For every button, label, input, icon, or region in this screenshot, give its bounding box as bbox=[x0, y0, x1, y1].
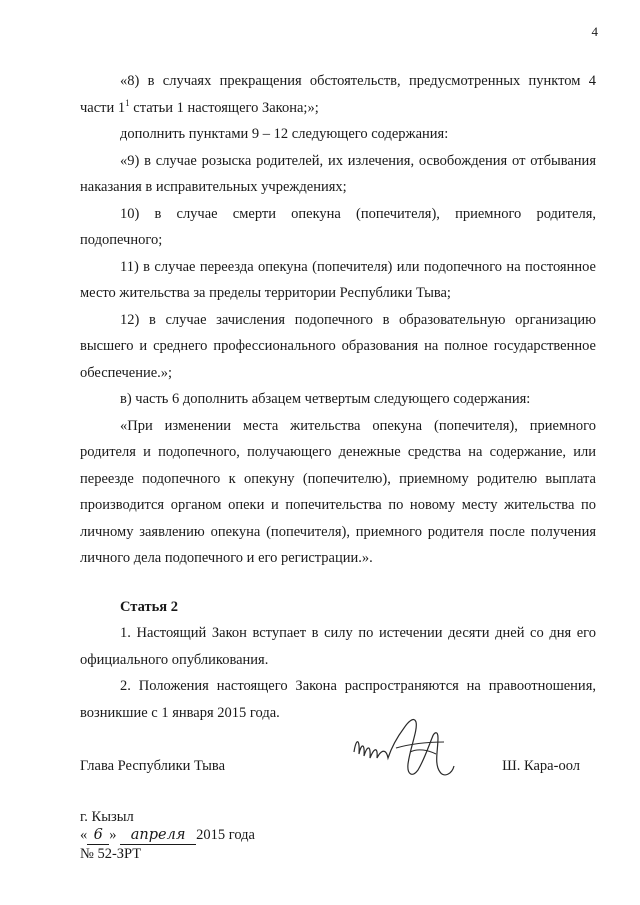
quote-close: » bbox=[109, 827, 117, 843]
signatory-position: Глава Республики Тыва bbox=[80, 758, 226, 774]
paragraph-residence-change: «При изменении места жительства опекуна (попечителя), приемного родителя и подопечного, получающего денежные средства на содержание, или переезде подопечного к опекуну (попечителю), приемному родителю выплата производится органом опеки и попечительства по новому месту жительства по личному заявлению опекуна (попечителя), приемного родителя после получения личного дела подопечного и его регистрации.». bbox=[80, 417, 596, 566]
paragraph-item-9: «9) в случае розыска родителей, их излечения, освобождения от отбывания наказания в исправительных учреждениях; bbox=[80, 152, 596, 195]
place-date-block bbox=[80, 808, 255, 863]
paragraph-item-12: 12) в случае зачисления подопечного в образовательную организацию высшего и среднего профессионального образования на полное государственное обеспечение.»; bbox=[80, 311, 596, 381]
quote-open: « bbox=[80, 827, 88, 843]
superscript: 1 bbox=[125, 97, 130, 108]
signatory-name: Ш. Кара-оол bbox=[502, 758, 580, 774]
handwritten-signature bbox=[348, 708, 458, 782]
paragraph-text: «8) в случаях прекращения обстоятельств, предусмотренных пунктом 4 части 1 bbox=[80, 73, 596, 116]
date-year: 2015 года bbox=[196, 827, 255, 843]
paragraph-item-10: 10) в случае смерти опекуна (попечителя), приемного родителя, подопечного; bbox=[80, 205, 596, 248]
date-day: 6 bbox=[87, 826, 109, 845]
paragraph-item-8 bbox=[80, 68, 596, 121]
paragraph-part-6: в) часть 6 дополнить абзацем четвертым следующего содержания: bbox=[120, 391, 531, 407]
paragraph-add-items: дополнить пунктами 9 – 12 следующего содержания: bbox=[120, 126, 449, 142]
paragraph-text: статьи 1 настоящего Закона;»; bbox=[129, 99, 319, 116]
page-number: 4 bbox=[591, 24, 598, 39]
date-line bbox=[80, 826, 255, 845]
paragraph-item-11: 11) в случае переезда опекуна (попечителя) или подопечного на постоянное место жительства за пределы территории Республики Тыва; bbox=[80, 258, 596, 301]
article-2-paragraph-1: 1. Настоящий Закон вступает в силу по истечении десяти дней со дня его официального опубликования. bbox=[80, 625, 596, 668]
city: г. Кызыл bbox=[80, 809, 134, 825]
article-2-paragraph-2: 2. Положения настоящего Закона распространяются на правоотношения, возникшие с 1 января 2015 года. bbox=[80, 678, 596, 721]
document-body bbox=[80, 68, 596, 726]
article-2-title: Статья 2 bbox=[120, 598, 178, 615]
date-month: апреля bbox=[120, 826, 196, 845]
law-number: № 52-ЗРТ bbox=[80, 846, 142, 862]
